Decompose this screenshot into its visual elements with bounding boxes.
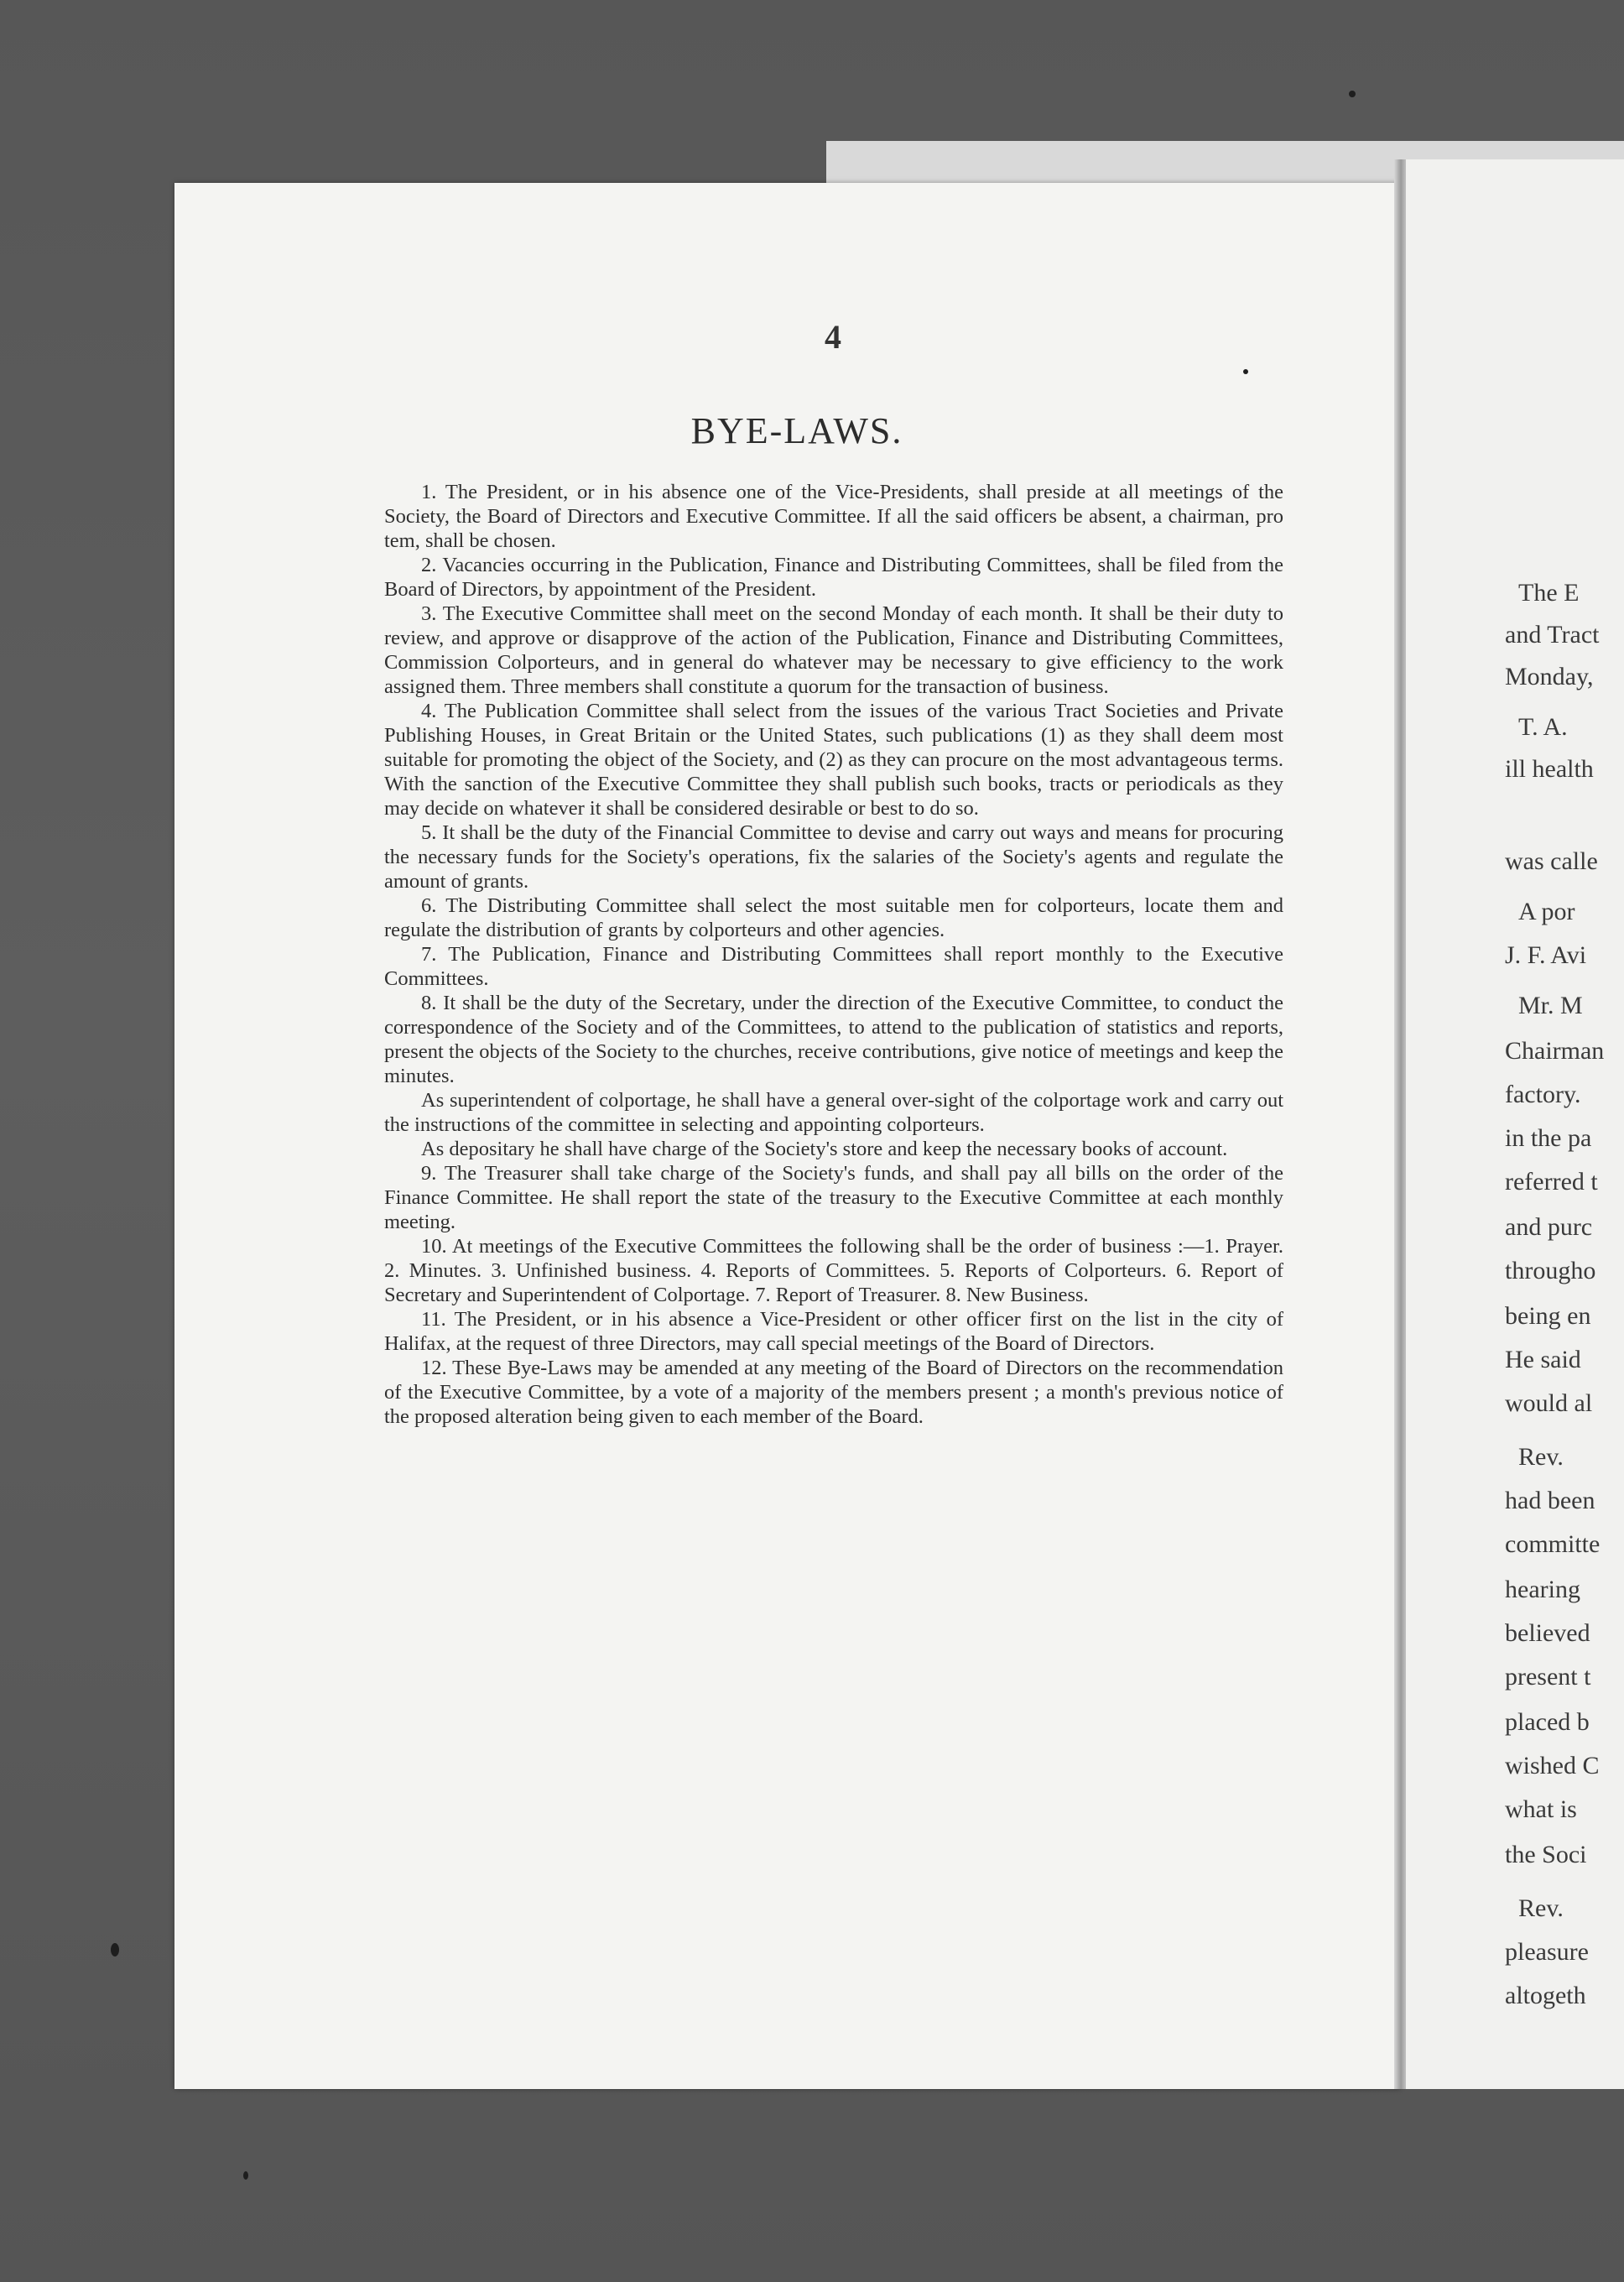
right-page-line: factory.	[1505, 1081, 1581, 1108]
right-page-line: being en	[1505, 1302, 1591, 1330]
bye-law-7: 7. The Publication, Finance and Distributing Committees shall report monthly to the Executive Committees.	[384, 943, 1283, 990]
right-page-line: was calle	[1505, 847, 1598, 875]
right-page-line: He said	[1505, 1346, 1581, 1373]
page-number: 4	[825, 318, 841, 356]
bye-law-9: 9. The Treasurer shall take charge of the Society's funds, and shall pay all bills on the order of the Finance Committee. He shall report the state of the treasury to the Executive Committee at each monthly meeting.	[384, 1162, 1283, 1233]
bye-law-10: 10. At meetings of the Executive Committees the following shall be the order of business :—1. Prayer. 2. Minutes. 3. Unfinished business. 4. Reports of Committees. 5. Reports of Colporteurs. 6. Report of Secretary and Superintendent of Colportage. 7. Report of Treasurer. 8. New Business.	[384, 1235, 1283, 1306]
right-page-line: referred t	[1505, 1168, 1598, 1196]
right-page-line: altogeth	[1505, 1982, 1586, 2009]
right-page-line: present t	[1505, 1663, 1591, 1691]
right-page-line: hearing	[1505, 1576, 1580, 1603]
dust-speck	[1349, 91, 1356, 97]
right-page-line: A por	[1518, 898, 1575, 925]
right-page-line: pleasure	[1505, 1938, 1589, 1966]
right-page-line: T. A.	[1518, 713, 1568, 741]
right-page-line: J. F. Avi	[1505, 941, 1587, 969]
right-page-line: The E	[1518, 579, 1580, 607]
right-page-line: in the pa	[1505, 1124, 1592, 1152]
right-page-line: the Soci	[1505, 1841, 1587, 1868]
right-page-line: what is	[1505, 1795, 1577, 1823]
right-page-line: wished C	[1505, 1752, 1600, 1779]
dust-speck	[243, 2171, 248, 2180]
right-page-line: Chairman	[1505, 1037, 1605, 1065]
right-page-line: Monday,	[1505, 663, 1594, 690]
bye-laws-text	[384, 480, 1283, 1429]
right-page-line: Rev.	[1518, 1443, 1564, 1471]
bye-law-3: 3. The Executive Committee shall meet on the second Monday of each month. It shall be their duty to review, and approve or disapprove of the action of the Publication, Finance and Distributing Committees, Commission Colporteurs, and in general do whatever may be necessary to give efficiency to the work assigned them. Three members shall constitute a quorum for the transaction of business.	[384, 602, 1283, 698]
right-page-line: believed	[1505, 1619, 1590, 1647]
bye-law-11: 11. The President, or in his absence a Vice-President or other officer first on the list in the city of Halifax, at the request of three Directors, may call special meetings of the Board of Directors.	[384, 1308, 1283, 1355]
bye-law-4: 4. The Publication Committee shall select from the issues of the various Tract Societies and Private Publishing Houses, in Great Britain or the United States, such publications (1) as they shall deem most suitable for promoting the object of the Society, and (2) as they can procure on the most advantageous terms. With the sanction of the Executive Committee they shall publish such books, tracts or periodicals as they may decide on whatever it shall be considered desirable or best to do so.	[384, 700, 1283, 820]
bye-law-6: 6. The Distributing Committee shall select the most suitable men for colporteurs, locate them and regulate the distribution of grants by colporteurs and other agencies.	[384, 894, 1283, 941]
right-page-line: would al	[1505, 1389, 1593, 1417]
bye-law-12: 12. These Bye-Laws may be amended at any meeting of the Board of Directors on the recommendation of the Executive Committee, by a vote of a majority of the members present ; a month's previous notice of the proposed alteration being given to each member of the Board.	[384, 1357, 1283, 1428]
right-page-line: Mr. M	[1518, 992, 1583, 1019]
page-title: BYE-LAWS.	[690, 410, 903, 451]
bye-law-8-colportage: As superintendent of colportage, he shall have a general over-sight of the colportage work and carry out the instructions of the committee in selecting and appointing colporteurs.	[384, 1089, 1283, 1136]
right-page-line: committe	[1505, 1530, 1601, 1558]
right-page-line: placed b	[1505, 1708, 1590, 1736]
right-page-line: througho	[1505, 1257, 1596, 1284]
bye-law-2: 2. Vacancies occurring in the Publication, Finance and Distributing Committees, shall be filed from the Board of Directors, by appointment of the President.	[384, 554, 1283, 601]
right-page-line: and Tract	[1505, 621, 1600, 649]
dust-speck	[1243, 369, 1248, 374]
right-page-line: had been	[1505, 1487, 1595, 1514]
right-page-line: and purc	[1505, 1213, 1593, 1241]
dust-speck	[111, 1943, 119, 1956]
bye-law-1: 1. The President, or in his absence one of the Vice-Presidents, shall preside at all meetings of the Society, the Board of Directors and Executive Committee. If all the said officers be absent, a chairman, pro tem, shall be chosen.	[384, 481, 1283, 552]
right-page-line: ill health	[1505, 755, 1594, 783]
bye-law-8-depositary: As depositary he shall have charge of the Society's store and keep the necessary books of account.	[421, 1138, 1228, 1160]
bye-law-8: 8. It shall be the duty of the Secretary, under the direction of the Executive Committee, to conduct the correspondence of the Society and of the Committees, to attend to the publication of statistics and reports, present the objects of the Society to the churches, receive contributions, give notice of meetings and keep the minutes.	[384, 992, 1283, 1087]
bye-law-5: 5. It shall be the duty of the Financial Committee to devise and carry out ways and means for procuring the necessary funds for the Society's operations, fix the salaries of the Society's agents and regulate the amount of grants.	[384, 821, 1283, 893]
right-page-line: Rev.	[1518, 1894, 1564, 1922]
